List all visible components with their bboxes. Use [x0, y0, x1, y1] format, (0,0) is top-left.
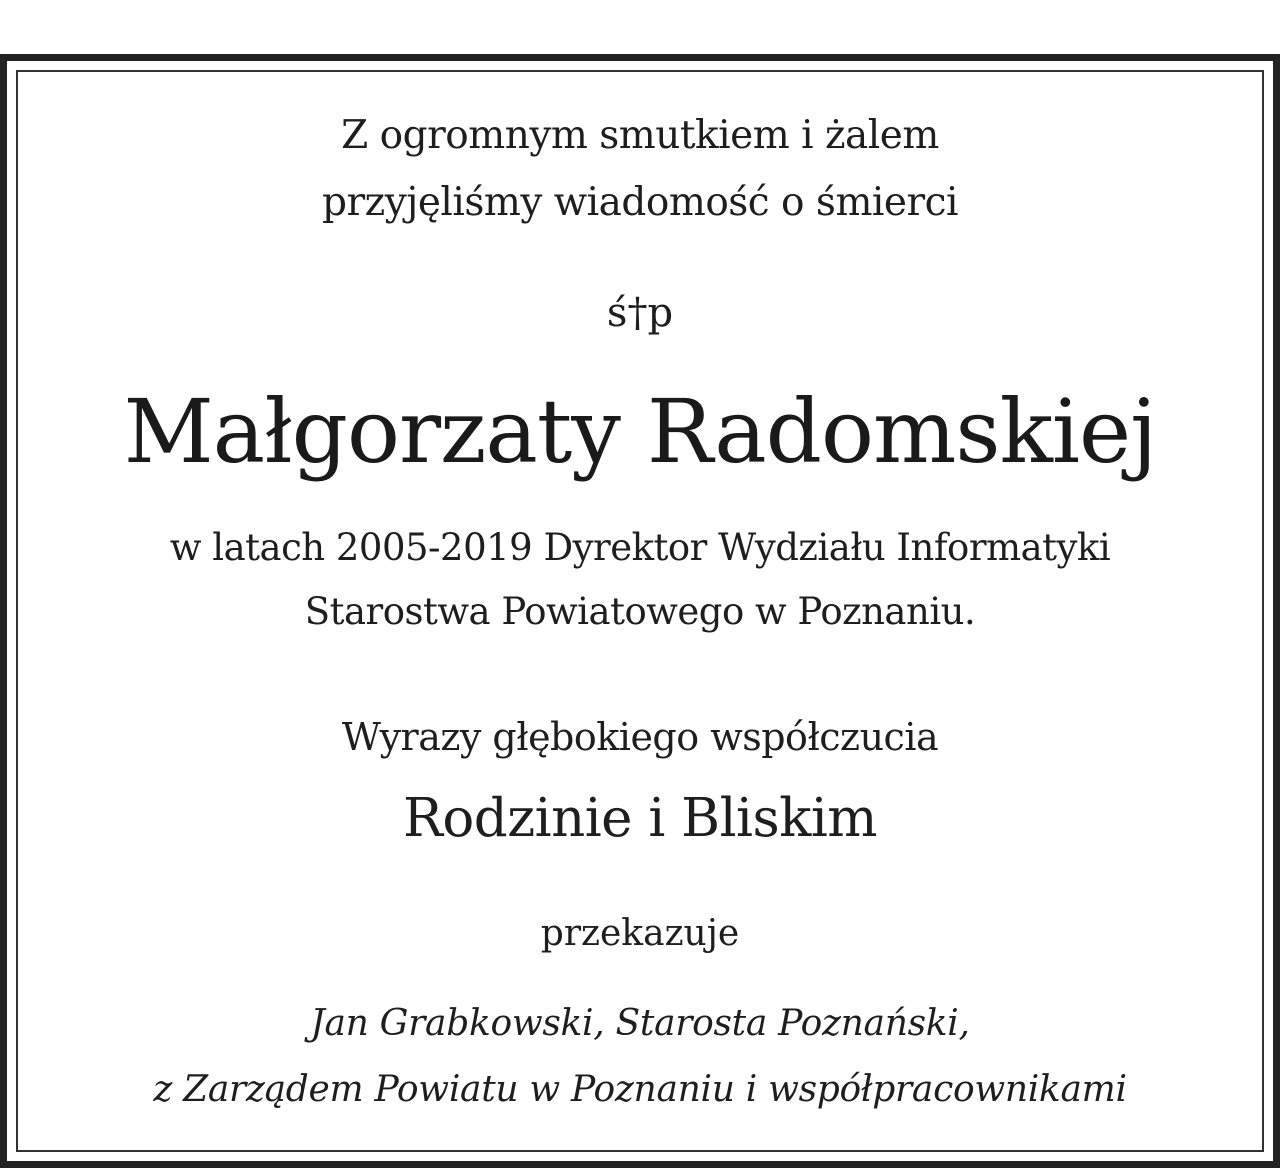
condolence-line: Wyrazy głębokiego współczucia: [341, 715, 939, 759]
signature-line-2: z Zarządem Powiatu w Poznaniu i współpracownikami: [153, 1069, 1127, 1110]
intro-line-1: Z ogromnym smutkiem i żalem: [341, 113, 939, 158]
role-line-2: Starostwa Powiatowego w Poznaniu.: [304, 590, 976, 633]
signature-line-1: Jan Grabkowski, Starosta Poznański,: [310, 1003, 970, 1044]
passes-on-line: przekazuje: [540, 913, 740, 954]
deceased-name: Małgorzaty Radomskiej: [123, 380, 1157, 483]
stp-marker: ś†p: [606, 290, 674, 336]
role-line-1: w latach 2005-2019 Dyrektor Wydziału Informatyki: [169, 526, 1111, 569]
intro-line-2: przyjęliśmy wiadomość o śmierci: [322, 180, 958, 225]
recipients-line: Rodzinie i Bliskim: [402, 788, 878, 849]
